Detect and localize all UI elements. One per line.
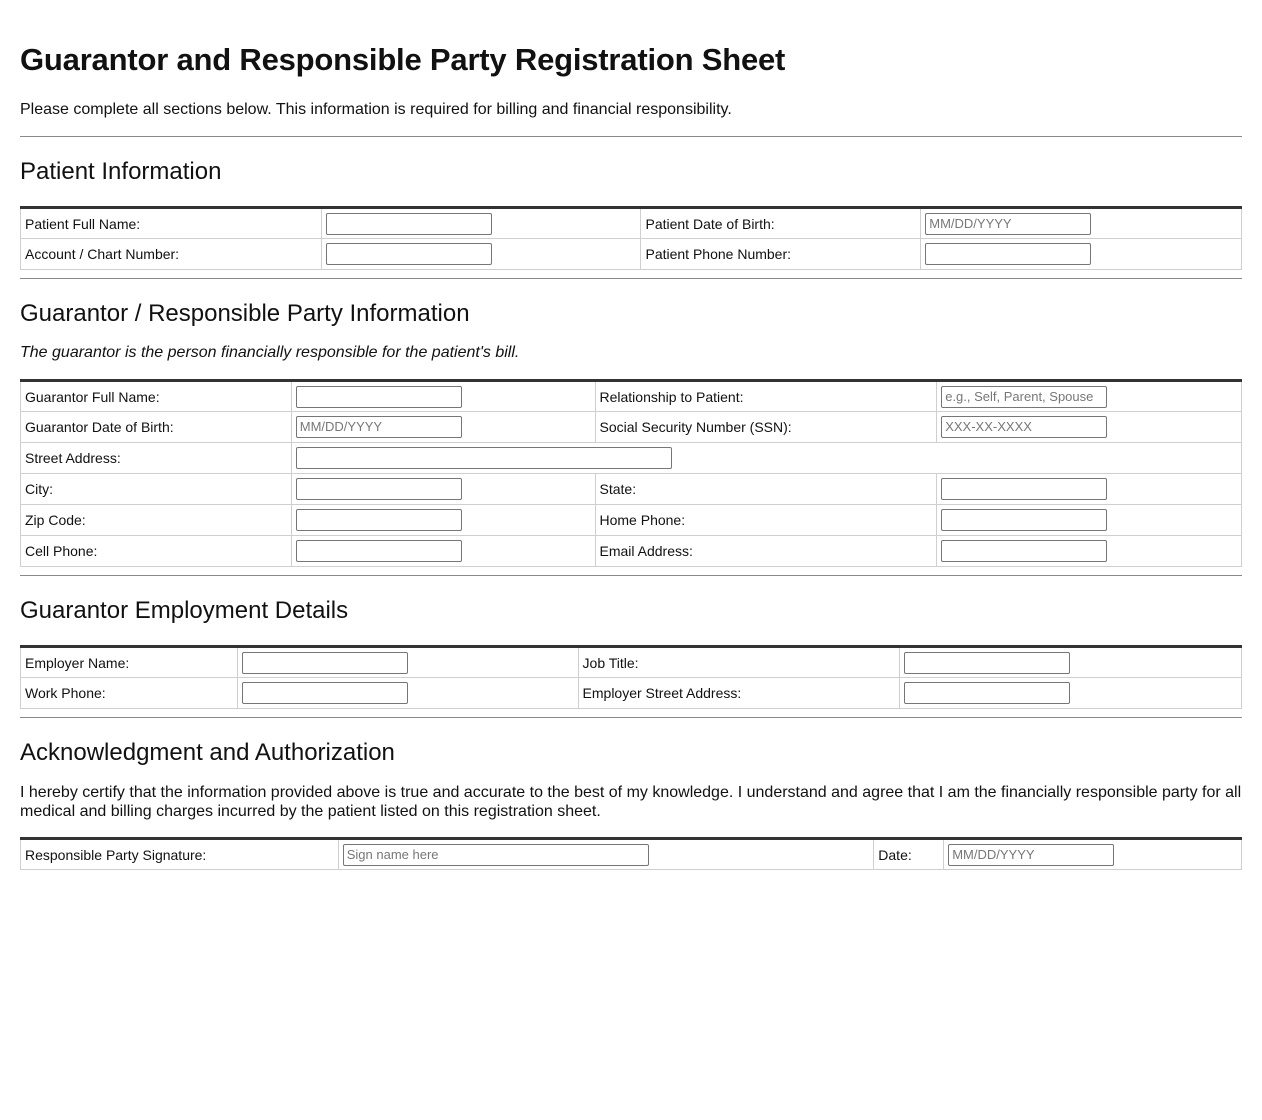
zip-code-field[interactable] [296, 509, 462, 531]
guarantor-dob-label: Guarantor Date of Birth: [21, 412, 292, 443]
account-number-label: Account / Chart Number: [21, 239, 322, 270]
employer-name-label: Employer Name: [21, 647, 238, 678]
table-row [21, 536, 1242, 567]
acknowledgment-text: I hereby certify that the information provided above is true and accurate to the best of my knowledge. I understand and agree that I am the financially responsible party for all medical and billing charges incurred by the patient listed on this registration sheet. [20, 784, 1242, 820]
table-row [21, 474, 1242, 505]
job-title-label: Job Title: [578, 647, 900, 678]
relationship-field[interactable]: e.g., Self, Parent, Spouse [941, 386, 1107, 408]
patient-phone-label: Patient Phone Number: [641, 239, 921, 270]
page-title: Guarantor and Responsible Party Registration Sheet [20, 42, 786, 77]
state-field[interactable] [941, 478, 1107, 500]
relationship-label: Relationship to Patient: [595, 381, 937, 412]
email-address-label: Email Address: [595, 536, 937, 567]
home-phone-field[interactable] [941, 509, 1107, 531]
divider [20, 136, 1242, 137]
street-address-label: Street Address: [21, 443, 292, 474]
zip-code-label: Zip Code: [21, 505, 292, 536]
section-heading-employment: Guarantor Employment Details [20, 597, 349, 624]
date-field[interactable]: MM/DD/YYYY [948, 844, 1114, 866]
table-row [21, 381, 1242, 412]
section-heading-guarantor: Guarantor / Responsible Party Information [20, 300, 470, 327]
table-row [21, 443, 1242, 474]
employer-address-label: Employer Street Address: [578, 678, 900, 709]
guarantor-full-name-label: Guarantor Full Name: [21, 381, 292, 412]
section-heading-patient: Patient Information [20, 158, 222, 185]
signature-field[interactable]: Sign name here [343, 844, 649, 866]
ssn-field[interactable]: XXX-XX-XXXX [941, 416, 1107, 438]
patient-full-name-field[interactable] [326, 213, 492, 235]
guarantor-full-name-field[interactable] [296, 386, 462, 408]
cell-phone-label: Cell Phone: [21, 536, 292, 567]
patient-dob-label: Patient Date of Birth: [641, 208, 921, 239]
state-label: State: [595, 474, 937, 505]
date-label: Date: [874, 839, 944, 870]
signature-table [20, 837, 1242, 870]
intro-text: Please complete all sections below. This information is required for billing and financial responsibility. [20, 101, 732, 118]
table-row [21, 208, 1242, 239]
city-field[interactable] [296, 478, 462, 500]
email-address-field[interactable] [941, 540, 1107, 562]
table-row [21, 839, 1242, 870]
employer-address-field[interactable] [904, 682, 1070, 704]
guarantor-dob-field[interactable]: MM/DD/YYYY [296, 416, 462, 438]
street-address-field[interactable] [296, 447, 672, 469]
patient-info-table [20, 206, 1242, 270]
signature-label: Responsible Party Signature: [21, 839, 339, 870]
section-heading-acknowledgment: Acknowledgment and Authorization [20, 739, 395, 766]
job-title-field[interactable] [904, 652, 1070, 674]
home-phone-label: Home Phone: [595, 505, 937, 536]
table-row [21, 678, 1242, 709]
employment-table [20, 645, 1242, 709]
divider [20, 278, 1242, 279]
table-row [21, 647, 1242, 678]
divider [20, 575, 1242, 576]
table-row [21, 239, 1242, 270]
divider [20, 717, 1242, 718]
city-label: City: [21, 474, 292, 505]
guarantor-info-table [20, 379, 1242, 567]
cell-phone-field[interactable] [296, 540, 462, 562]
ssn-label: Social Security Number (SSN): [595, 412, 937, 443]
guarantor-note: The guarantor is the person financially responsible for the patient's bill. [20, 344, 520, 361]
table-row [21, 505, 1242, 536]
patient-dob-field[interactable]: MM/DD/YYYY [925, 213, 1091, 235]
work-phone-label: Work Phone: [21, 678, 238, 709]
work-phone-field[interactable] [242, 682, 408, 704]
employer-name-field[interactable] [242, 652, 408, 674]
account-number-field[interactable] [326, 243, 492, 265]
table-row [21, 412, 1242, 443]
patient-full-name-label: Patient Full Name: [21, 208, 322, 239]
patient-phone-field[interactable] [925, 243, 1091, 265]
